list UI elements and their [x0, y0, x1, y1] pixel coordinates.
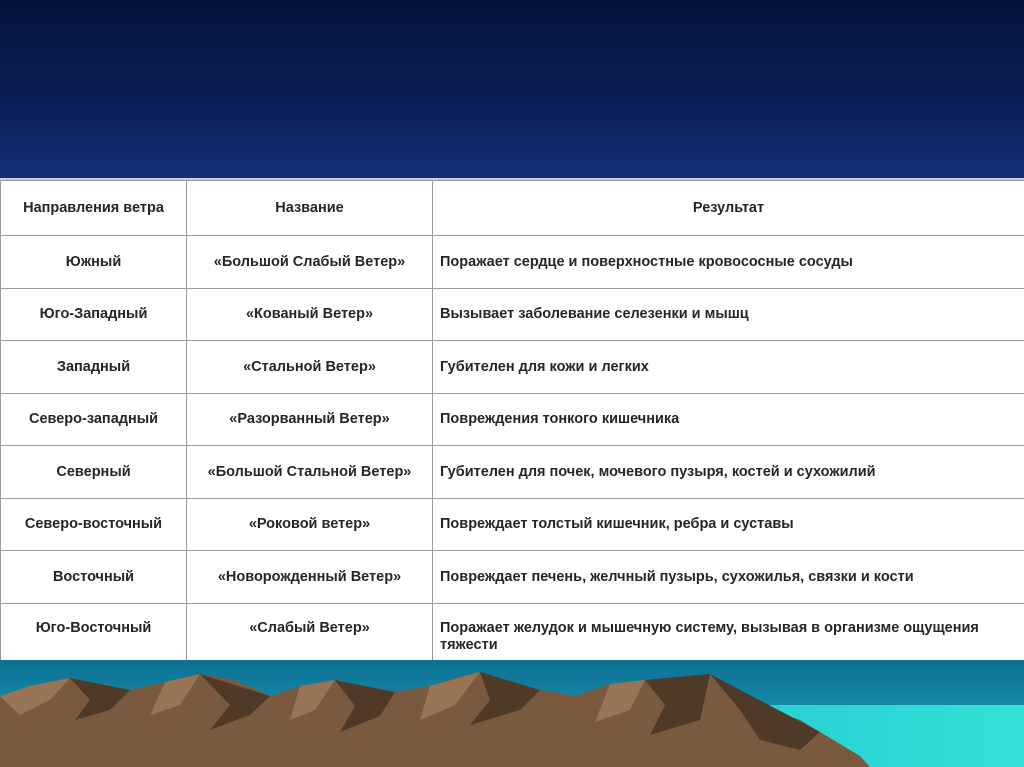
cell-result: Повреждает печень, желчный пузырь, сухожилья, связки и кости [433, 551, 1024, 604]
cell-name: «Большой Стальной Ветер» [187, 446, 433, 499]
cell-result: Поражает желудок и мышечную систему, вызывая в организме ощущения тяжести [433, 603, 1024, 660]
cell-direction: Западный [1, 341, 187, 394]
cell-direction: Северный [1, 446, 187, 499]
cell-name: «Кованый Ветер» [187, 288, 433, 341]
table-row [1, 393, 1024, 446]
table-row [1, 446, 1024, 499]
table-row [1, 341, 1024, 394]
table-row [1, 603, 1024, 660]
cell-name: «Новорожденный Ветер» [187, 551, 433, 604]
cell-result: Губителен для почек, мочевого пузыря, костей и сухожилий [433, 446, 1024, 499]
cell-name: «Стальной Ветер» [187, 341, 433, 394]
table-header-row [1, 181, 1024, 236]
header-name: Название [187, 181, 433, 236]
cell-direction: Северо-западный [1, 393, 187, 446]
cell-name: «Разорванный Ветер» [187, 393, 433, 446]
cell-result: Поражает сердце и поверхностные кровососные сосуды [433, 236, 1024, 289]
cell-direction: Южный [1, 236, 187, 289]
table-row [1, 551, 1024, 604]
cell-name: «Роковой ветер» [187, 498, 433, 551]
table-row [1, 288, 1024, 341]
cell-result: Повреждает толстый кишечник, ребра и суставы [433, 498, 1024, 551]
winds-table-container [0, 178, 1024, 664]
cell-result: Губителен для кожи и легких [433, 341, 1024, 394]
cell-direction: Юго-Восточный [1, 603, 187, 660]
cell-direction: Юго-Западный [1, 288, 187, 341]
header-direction: Направления ветра [1, 181, 187, 236]
table-row [1, 236, 1024, 289]
mountain-landscape [0, 660, 1024, 767]
cell-direction: Восточный [1, 551, 187, 604]
cell-direction: Северо-восточный [1, 498, 187, 551]
cell-name: «Большой Слабый Ветер» [187, 236, 433, 289]
sky-background [0, 0, 1024, 180]
table-row [1, 498, 1024, 551]
winds-table [0, 180, 1024, 661]
cell-result: Вызывает заболевание селезенки и мышц [433, 288, 1024, 341]
cell-result: Повреждения тонкого кишечника [433, 393, 1024, 446]
cell-name: «Слабый Ветер» [187, 603, 433, 660]
header-result: Результат [433, 181, 1024, 236]
